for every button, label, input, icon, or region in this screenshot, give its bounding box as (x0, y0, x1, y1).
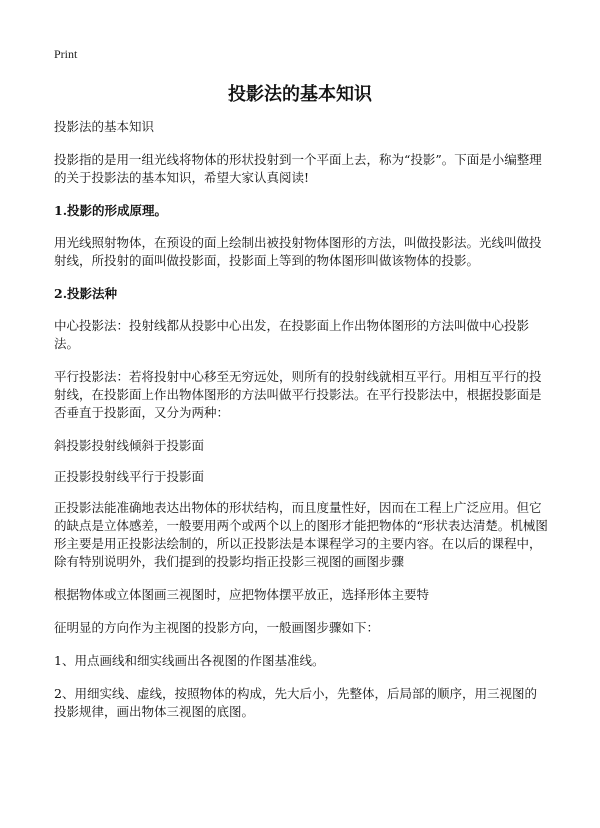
article-body (54, 118, 549, 736)
paragraph-oblique-projection: 斜投影投射线倾斜于投影面 (54, 438, 205, 453)
paragraph-central-projection: 中心投影法：投射线都从投影中心出发，在投影面上作出物体图形的方法叫做中心投影法。 (54, 318, 530, 351)
intro-paragraph: 投影指的是用一组光线将物体的形状投射到一个平面上去，称为“投影”。下面是小编整理的关于投影法的基本知识，希望大家认真阅读! (54, 152, 542, 185)
paragraph-orthographic-details: 正投影法能准确地表达出物体的形状结构，而且度量性好，因而在工程上广泛应用。但它的缺点是立体感差，一般要用两个或两个以上的图形才能把物体的“形状表达清楚。机械图形主要是用正投影法绘制的，所以正投影法是本课程学习的主要内容。在以后的课程中，除有特别说明外，我们提到的投影均指正投影三视图的画图步骤 (54, 500, 548, 569)
step-1: 1、用点画线和细实线画出各视图的作图基准线。 (54, 653, 325, 668)
section-heading-2: 2.投影法种 (54, 286, 118, 301)
paragraph-three-view-intro: 根据物体或立体图画三视图时，应把物体摆平放正，选择形体主要特 (54, 587, 430, 602)
print-link[interactable]: Print (54, 47, 78, 61)
paragraph-parallel-projection: 平行投影法：若将投射中心移至无穷远处，则所有的投射线就相互平行。用相互平行的投射线，在投影面上作出物体图形的方法叫做平行投影法。在平行投影法中，根据投影面是否垂直于投影面，又分为两种： (54, 369, 542, 420)
step-2: 2、用细实线、虚线，按照物体的构成，先大后小，先整体，后局部的顺序，用三视图的投影规律，画出物体三视图的底图。 (54, 686, 537, 719)
paragraph-main-view-direction: 征明显的方向作为主视图的投影方向，一般画图步骤如下： (54, 620, 380, 635)
paragraph-projection-principle: 用光线照射物体，在预设的面上绘制出被投射物体图形的方法，叫做投影法。光线叫做投射线，所投射的面叫做投影面，投影面上等到的物体图形叫做该物体的投影。 (54, 235, 542, 268)
paragraph-orthographic-projection: 正投影投射线平行于投影面 (54, 469, 205, 484)
page-title: 投影法的基本知识 (228, 84, 372, 105)
intro-heading: 投影法的基本知识 (54, 119, 155, 134)
section-heading-1: 1.投影的形成原理。 (54, 203, 168, 218)
